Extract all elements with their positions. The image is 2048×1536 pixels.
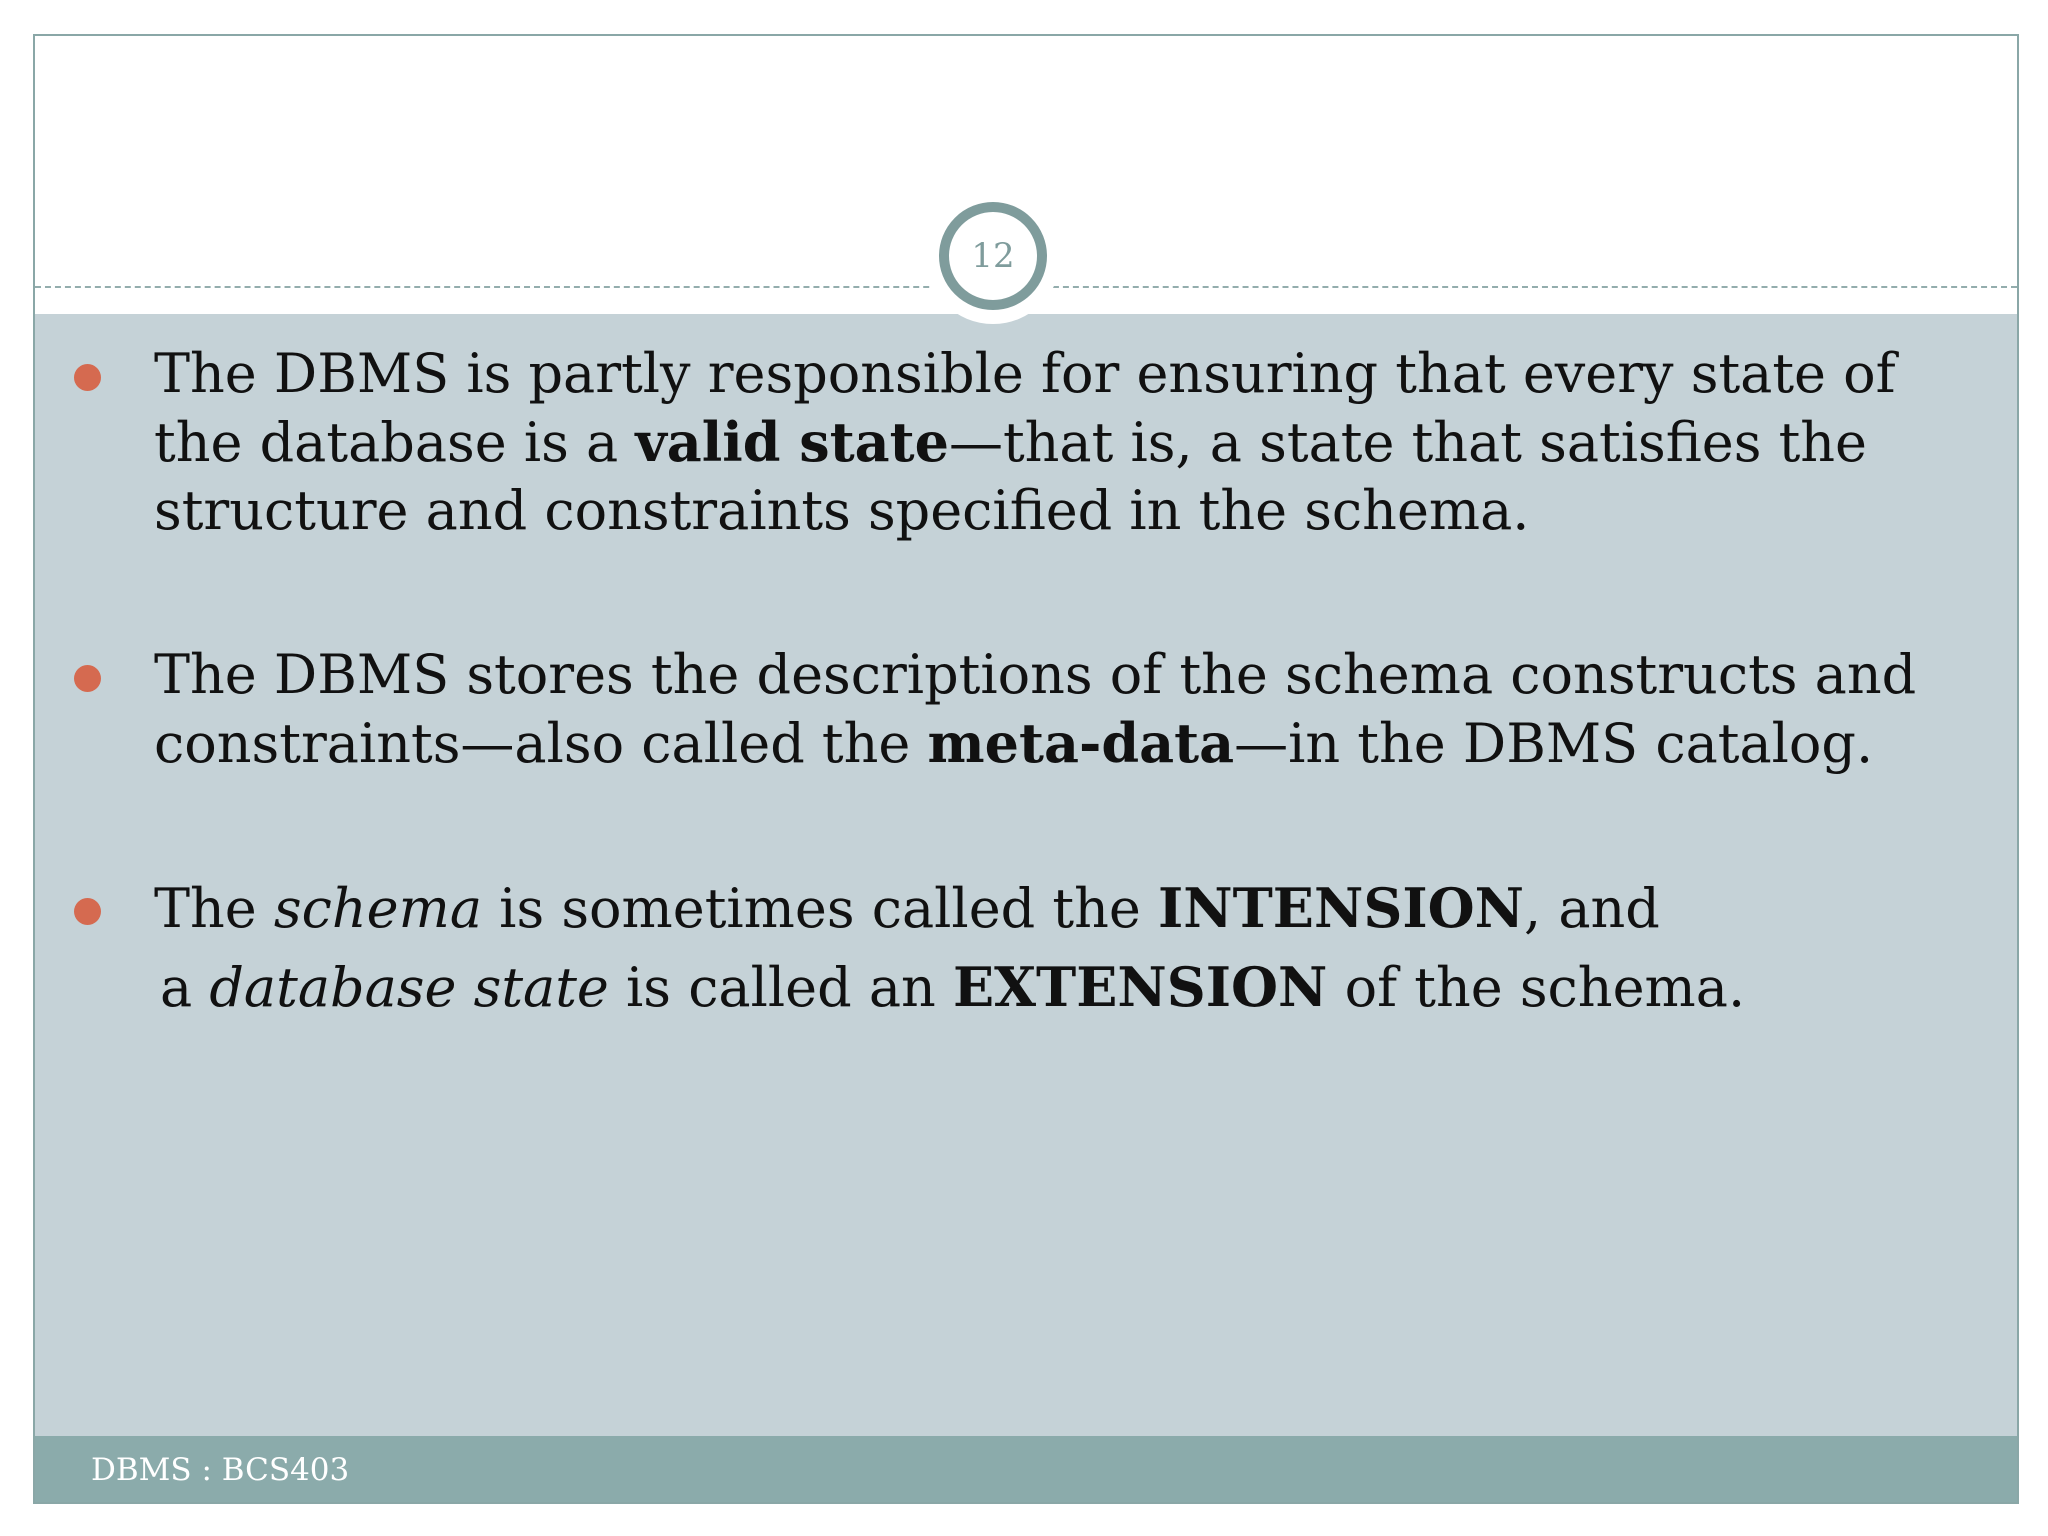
- bold-term: valid state: [635, 410, 949, 474]
- bullet-text: The DBMS stores the descriptions of the schema constructs and constraints—also called the: [154, 643, 1917, 775]
- footer-text: DBMS : BCS403: [91, 1452, 350, 1488]
- bold-term: EXTENSION: [953, 955, 1328, 1019]
- bullet-item: [74, 874, 1934, 1022]
- bullet-text: of the schema.: [1327, 956, 1746, 1019]
- bullet-text: The: [154, 877, 274, 940]
- bullet-text: is sometimes called the: [482, 877, 1158, 940]
- bullet-text: —in the DBMS catalog.: [1234, 712, 1874, 775]
- bullet-item: [74, 641, 1934, 778]
- bullet-text: —that is, a state that satisfies the structure and constraints specified in the schema.: [154, 411, 1868, 542]
- page-number-badge: [939, 202, 1047, 310]
- bullet-dot-icon: [74, 898, 101, 925]
- footer-bar: [35, 1436, 2017, 1504]
- bullet-text: , and: [1523, 877, 1660, 940]
- bullet-text: The DBMS is partly responsible for ensuring that every state of the database is a: [154, 342, 1896, 474]
- bold-term: INTENSION: [1158, 876, 1524, 940]
- bullet-item: [74, 340, 1934, 545]
- bullet-text: is called an: [608, 956, 953, 1019]
- italic-term: database state: [209, 956, 609, 1019]
- bullet-text: a: [160, 956, 210, 1019]
- page-number: 12: [971, 236, 1015, 276]
- bullet-dot-icon: [74, 665, 101, 692]
- bold-term: meta-data: [927, 711, 1235, 775]
- bullet-dot-icon: [74, 364, 101, 391]
- bullet-continuation: [154, 953, 1934, 1022]
- italic-term: schema: [273, 877, 483, 940]
- bullet-list: [74, 340, 1934, 1022]
